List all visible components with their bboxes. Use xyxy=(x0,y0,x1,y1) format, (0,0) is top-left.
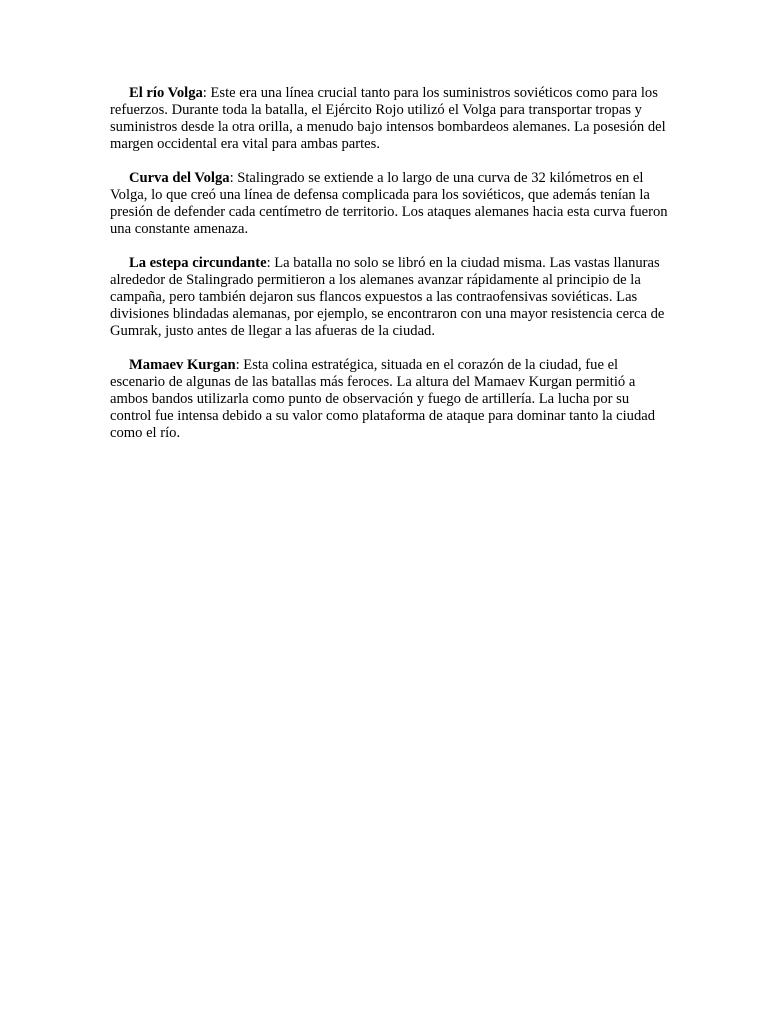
term-heading: Curva del Volga xyxy=(129,170,230,186)
term-heading: La estepa circundante xyxy=(129,255,267,271)
paragraph-mamaev-kurgan xyxy=(110,357,670,442)
paragraph-text: : Este era una línea crucial tanto para los suministros soviéticos como para los refuerzos. Durante toda la batalla, el Ejército Rojo utilizó el Volga para transportar tropas y suministros desde la otra orilla, a menudo bajo intensos bombardeos alemanes. La posesión del margen occidental era vital para ambas partes. xyxy=(110,85,666,152)
paragraph-text: : Esta colina estratégica, situada en el corazón de la ciudad, fue el escenario de algunas de las batallas más feroces. La altura del Mamaev Kurgan permitió a ambos bandos utilizarla como punto de observación y fuego de artillería. La lucha por su control fue intensa debido a su valor como plataforma de ataque para dominar tanto la ciudad como el río. xyxy=(110,357,656,441)
paragraph-volga-river xyxy=(110,85,670,153)
paragraph-volga-bend xyxy=(110,170,670,238)
term-heading: El río Volga xyxy=(129,85,203,101)
paragraph-text: : La batalla no solo se libró en la ciudad misma. Las vastas llanuras alrededor de Stalingrado permitieron a los alemanes avanzar rápidamente al principio de la campaña, pero también dejaron sus flancos expuestos a las contraofensivas soviéticas. Las divisiones blindadas alemanas, por ejemplo, se encontraron con una mayor resistencia cerca de Gumrak, justo antes de llegar a las afueras de la ciudad. xyxy=(110,255,665,339)
term-heading: Mamaev Kurgan xyxy=(129,357,236,373)
document-page xyxy=(110,85,670,459)
paragraph-text: : Stalingrado se extiende a lo largo de una curva de 32 kilómetros en el Volga, lo que creó una línea de defensa complicada para los soviéticos, que además tenían la presión de defender cada centímetro de territorio. Los ataques alemanes hacia esta curva fueron una constante amenaza. xyxy=(110,170,668,237)
paragraph-steppe xyxy=(110,255,670,340)
